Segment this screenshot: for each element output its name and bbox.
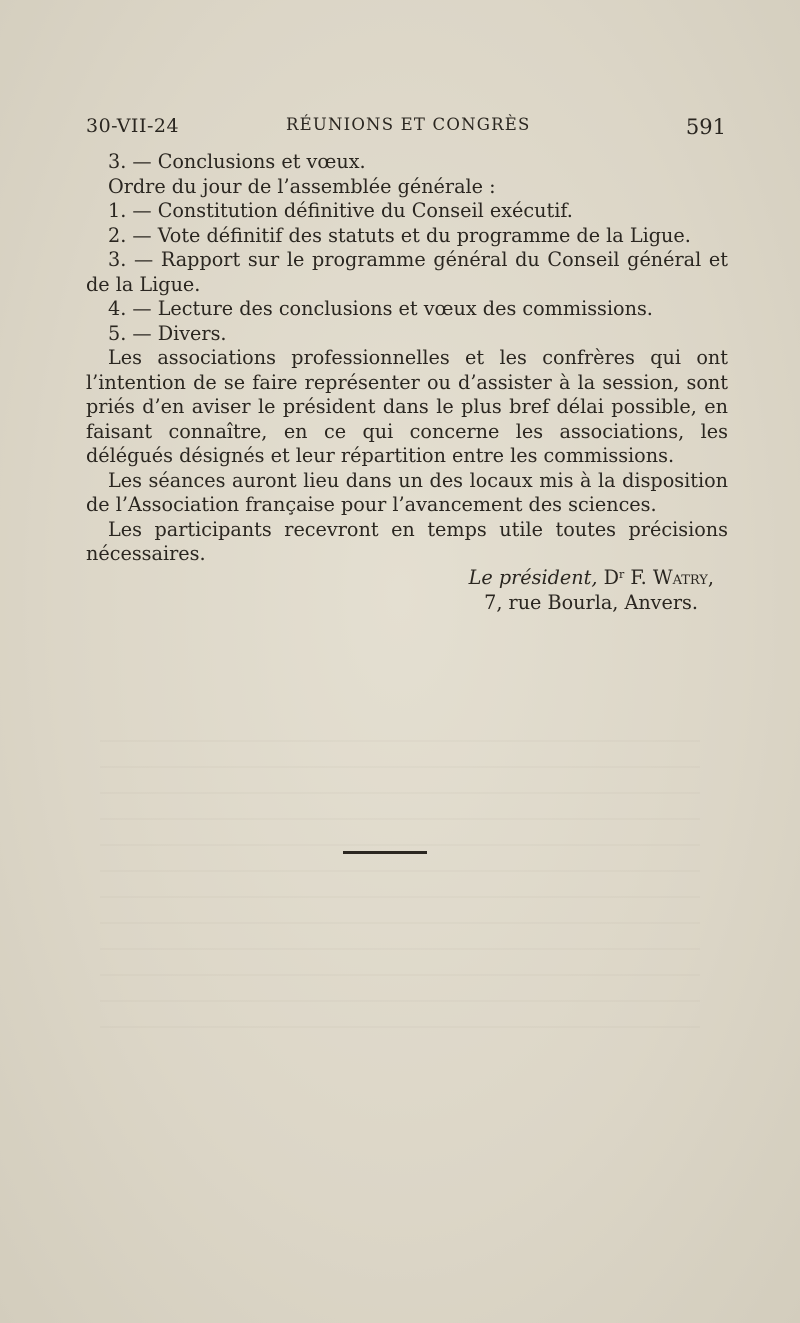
header-date: 30-VII-24: [86, 115, 180, 137]
show-through-texture: [100, 740, 700, 1040]
signature-role: Le président,: [468, 566, 598, 589]
paragraph: Les associations professionnelles et les confrères qui ont l’intention de se faire représenter ou d’assister à la session, sont priés d’en aviser le président dans le plus bref délai possible, en faisant connaître, en ce qui concerne les associations, les délégués désignés et leur répartition entre les commissions.: [86, 346, 728, 467]
signature-title-sup: r: [618, 568, 625, 581]
signature-address: 7, rue Bourla, Anvers.: [484, 590, 698, 614]
agenda-item: 1. — Constitution définitive du Conseil exécutif.: [108, 199, 573, 222]
agenda-item: 3. — Rapport sur le programme général du Conseil général et de la Ligue.: [86, 248, 728, 296]
signature-name: F. Watry,: [630, 566, 714, 589]
agenda-heading: Ordre du jour de l’assemblée générale :: [108, 174, 496, 198]
signature-line: [86, 566, 728, 591]
agenda-item: 2. — Vote définitif des statuts et du programme de la Ligue.: [108, 223, 691, 247]
signature-block: [86, 566, 728, 615]
signature-title: D: [603, 566, 619, 589]
header-title: RÉUNIONS ET CONGRÈS: [286, 115, 531, 134]
agenda-item: 3. — Conclusions et vœux.: [108, 150, 366, 173]
paragraph: Les participants recevront en temps utile toutes précisions nécessaires.: [86, 517, 728, 565]
agenda-item: 4. — Lecture des conclusions et vœux des commissions.: [108, 297, 653, 320]
agenda-item: 5. — Divers.: [108, 321, 227, 345]
page-number: 591: [685, 115, 726, 139]
running-header: [86, 115, 726, 141]
main-text: [86, 150, 728, 567]
paragraph: Les séances auront lieu dans un des locaux mis à la disposition de l’Association française pour l’avancement des sciences.: [86, 468, 728, 516]
